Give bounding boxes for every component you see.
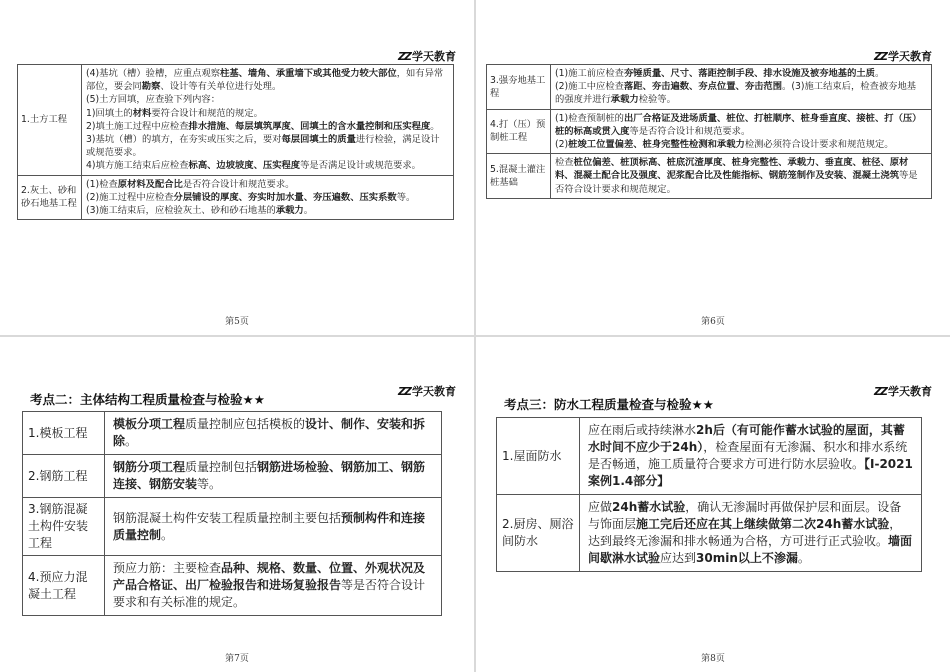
body-text: (4)基坑（槽）验槽，应重点观察 xyxy=(86,68,221,79)
brand-name: 学天教育 xyxy=(888,385,932,398)
page-8 xyxy=(476,337,950,672)
section-heading: 考点二：主体结构工程质量检查与检验★★ xyxy=(30,392,265,407)
table-row xyxy=(23,556,442,616)
emphasis-text: 钢筋分项工程 xyxy=(113,460,186,474)
body-text: (2) xyxy=(555,139,569,151)
category-cell: 4.预应力混凝土工程 xyxy=(23,556,105,616)
emphasis-text: 30min以上不渗漏 xyxy=(696,551,798,565)
logo-mark-icon: ZZ xyxy=(398,385,410,398)
body-text: 。(3)施工结束后，检查被夯地基的强度并进行 xyxy=(555,81,917,106)
content-line xyxy=(588,499,913,567)
emphasis-text: 桩竣工位置偏差、桩身完整性检测和承载力 xyxy=(568,139,745,151)
content-cell xyxy=(82,65,454,176)
table-row xyxy=(23,412,442,455)
body-text: 等是否满足设计或规范要求。 xyxy=(300,160,421,172)
emphasis-text: 柱基、墙角、承重墙下或其他受力较大部位 xyxy=(220,68,397,79)
content-line xyxy=(555,112,925,138)
brand-name: 学天教育 xyxy=(888,50,932,63)
body-text: ，达到最终无渗漏和排水畅通为合格，方可进行正式验收。 xyxy=(588,517,902,548)
table-row xyxy=(487,154,932,199)
emphasis-text: 24h蓄水试验 xyxy=(612,500,686,514)
body-text: 等。 xyxy=(197,477,222,491)
logo-mark-icon: ZZ xyxy=(874,50,886,63)
page-6 xyxy=(476,0,950,335)
body-text: 应达到 xyxy=(660,551,697,565)
category-cell: 2.钢筋工程 xyxy=(23,455,105,498)
emphasis-text: 原材料及配合比 xyxy=(117,178,183,190)
body-text: 钢筋混凝土构件安装工程质量控制主要包括 xyxy=(113,510,342,525)
emphasis-text: 模板分项工程 xyxy=(113,417,186,431)
category-cell: 5.混凝土灌注桩基础 xyxy=(487,154,551,199)
emphasis-text: 【Ⅰ-2021案例1.4部分】 xyxy=(588,457,913,488)
body-text: 应做 xyxy=(588,500,613,514)
emphasis-text: 2h后（有可能作蓄水试验的屋面，其蓄水时间不应少于24h） xyxy=(588,423,905,454)
body-text: 质量控制应包括模板的 xyxy=(185,417,306,431)
body-text: ，确认无渗漏时再做保护层和面层。设备与饰面层 xyxy=(588,500,902,531)
emphasis-text: 标高、边坡坡度、压实程度 xyxy=(188,160,301,172)
body-text: 3)基坑（槽）的填方，在夯实或压实之后，要对 xyxy=(86,134,282,146)
table-row xyxy=(497,495,922,572)
emphasis-text: 承载力 xyxy=(275,205,304,217)
emphasis-text: 墙面间歇淋水试验 xyxy=(588,534,913,565)
category-cell: 1.模板工程 xyxy=(23,412,105,455)
body-text: ，如有异常部位，要会同 xyxy=(86,68,444,93)
content-cell xyxy=(551,65,932,110)
emphasis-text: 施工完后还应在其上继续做第二次24h蓄水试验 xyxy=(636,517,890,531)
category-cell: 2.厨房、厕浴间防水 xyxy=(497,495,580,572)
emphasis-text: 钢筋进场检验、钢筋加工、钢筋连接、钢筋安装 xyxy=(113,460,426,491)
body-text: (1)检查 xyxy=(86,178,118,190)
content-line xyxy=(86,93,447,106)
body-text: 要符合设计和规范的规定。 xyxy=(151,107,263,119)
emphasis-text: 每层回填土的质量 xyxy=(281,134,356,146)
emphasis-text: 材料 xyxy=(132,107,152,119)
table xyxy=(486,64,932,199)
brand-logo xyxy=(874,383,932,399)
content-line xyxy=(86,204,447,217)
table-row xyxy=(23,498,442,556)
emphasis-text: 夯锤质量、尺寸、落距控制手段、排水设施及被夯地基的土质 xyxy=(623,68,875,79)
content-cell xyxy=(580,495,922,572)
table-row xyxy=(18,65,454,176)
category-cell: 1.屋面防水 xyxy=(497,418,580,495)
body-text: 等是否符合设计要求和有关标准的规定。 xyxy=(113,578,426,609)
page-7 xyxy=(0,337,474,672)
section-heading: 考点三：防水工程质量检查与检验★★ xyxy=(504,397,714,412)
body-text: 1)回填土的 xyxy=(86,107,133,119)
content-line xyxy=(113,459,433,493)
emphasis-text: 出厂合格证及进场质量、桩位、打桩顺序、桩身垂直度、接桩、打（压）桩的标高或贯入度 xyxy=(555,112,922,137)
page-5 xyxy=(0,0,474,335)
body-text: 2)填土施工过程中应检查 xyxy=(86,120,189,132)
body-text: 。 xyxy=(303,205,314,217)
emphasis-text: 预制构件和连接质量控制 xyxy=(113,510,426,542)
page-number: 第7页 xyxy=(225,654,249,664)
emphasis-text: 分层铺设的厚度、夯实时加水量、夯压遍数、压实系数 xyxy=(173,191,397,203)
logo-mark-icon: ZZ xyxy=(398,50,410,63)
emphasis-text: 排水措施、每层填筑厚度、回填土的含水量控制和压实程度 xyxy=(188,120,431,132)
page-number: 第5页 xyxy=(225,317,249,327)
body-text: (5)土方回填，应查验下列内容： xyxy=(86,94,221,106)
brand-name: 学天教育 xyxy=(412,385,456,398)
category-cell: 1.土方工程 xyxy=(18,65,82,176)
content-line xyxy=(588,422,913,490)
category-cell: 2.灰土、砂和砂石地基工程 xyxy=(18,175,82,220)
body-text: (2)施工中应检查 xyxy=(555,81,624,93)
table xyxy=(17,64,454,220)
content-line xyxy=(555,80,925,106)
content-cell xyxy=(551,154,932,199)
body-text: 等是否符合设计和规范要求。 xyxy=(629,125,751,137)
body-text: (1)检查预制桩的 xyxy=(555,112,624,124)
brand-logo xyxy=(398,48,456,64)
table-row xyxy=(18,175,454,220)
body-text: (2)施工过程中应检查 xyxy=(86,191,174,203)
emphasis-text: 品种、规格、数量、位置、外观状况及产品合格证、出厂检验报告和进场复验报告 xyxy=(113,561,426,592)
page-number: 第8页 xyxy=(701,654,725,664)
content-cell xyxy=(105,412,442,455)
emphasis-text: 勘察 xyxy=(141,81,161,93)
content-line xyxy=(86,67,447,93)
category-cell: 4.打（压）预制桩工程 xyxy=(487,109,551,154)
content-line xyxy=(86,133,447,159)
table-row xyxy=(497,418,922,495)
page-number: 第6页 xyxy=(701,317,725,327)
body-text: 预应力筋：主要检查 xyxy=(113,561,222,575)
logo-mark-icon: ZZ xyxy=(874,385,886,398)
content-cell xyxy=(551,109,932,154)
body-text: 。 xyxy=(430,120,440,132)
content-line xyxy=(86,191,447,204)
emphasis-text: 桩位偏差、桩顶标高、桩底沉渣厚度、桩身完整性、承载力、垂直度、桩径、原材料、混凝土配合比及强度、泥浆配合比及性能指标、钢筋笼制作及安装、混凝土浇筑 xyxy=(555,157,909,182)
category-cell: 3.强夯地基工程 xyxy=(487,65,551,110)
body-text: 进行检验，满足设计或规范要求。 xyxy=(86,134,440,159)
content-line xyxy=(86,107,447,120)
brand-logo xyxy=(398,383,456,399)
content-line xyxy=(86,178,447,191)
body-text: 。 xyxy=(874,68,885,79)
category-cell: 3.钢筋混凝土构件安装工程 xyxy=(23,498,105,556)
content-cell xyxy=(105,556,442,616)
body-text: 等是否符合设计要求和规范规定。 xyxy=(555,170,918,195)
body-text: 质量控制包括 xyxy=(185,460,258,474)
body-text: 。 xyxy=(161,527,174,542)
emphasis-text: 承载力 xyxy=(610,94,639,106)
body-text: 、设计等有关单位进行处理。 xyxy=(160,81,282,93)
content-line xyxy=(555,156,925,196)
body-text: (3)施工结束后，应检验灰土、砂和砂石地基的 xyxy=(86,205,276,217)
body-text: 4)填方施工结束后应检查 xyxy=(86,160,189,172)
brand-logo xyxy=(874,48,932,64)
content-cell xyxy=(105,455,442,498)
table xyxy=(22,411,442,616)
body-text: 是否符合设计和规范要求。 xyxy=(182,178,295,190)
body-text: 应在雨后或持续淋水 xyxy=(588,423,697,437)
body-text: 等。 xyxy=(396,191,416,203)
table-row xyxy=(487,109,932,154)
emphasis-text: 设计、制作、安装和拆除 xyxy=(113,417,426,448)
table-row xyxy=(23,455,442,498)
content-line xyxy=(86,159,447,172)
body-text: 。 xyxy=(125,434,138,448)
content-line xyxy=(86,120,447,133)
body-text: ，检查屋面有无渗漏、积水和排水系统是否畅通，施工质量符合要求方可进行防水层验收。 xyxy=(588,440,908,471)
content-cell xyxy=(82,175,454,220)
emphasis-text: 落距、夯击遍数、夯点位置、夯击范围 xyxy=(623,81,783,93)
body-text: 检查 xyxy=(555,157,574,169)
table xyxy=(496,417,922,572)
content-line xyxy=(555,138,925,151)
content-line xyxy=(113,510,433,544)
body-text: 检验等。 xyxy=(638,94,676,106)
body-text: (1)施工前应检查 xyxy=(555,68,624,79)
content-cell xyxy=(105,498,442,556)
content-line xyxy=(113,560,433,611)
table-row xyxy=(487,65,932,110)
content-cell xyxy=(580,418,922,495)
body-text: 检测必须符合设计要求和规范规定。 xyxy=(744,139,894,151)
content-line xyxy=(113,416,433,450)
brand-name: 学天教育 xyxy=(412,50,456,63)
body-text: 。 xyxy=(797,551,810,565)
content-line xyxy=(555,67,925,80)
